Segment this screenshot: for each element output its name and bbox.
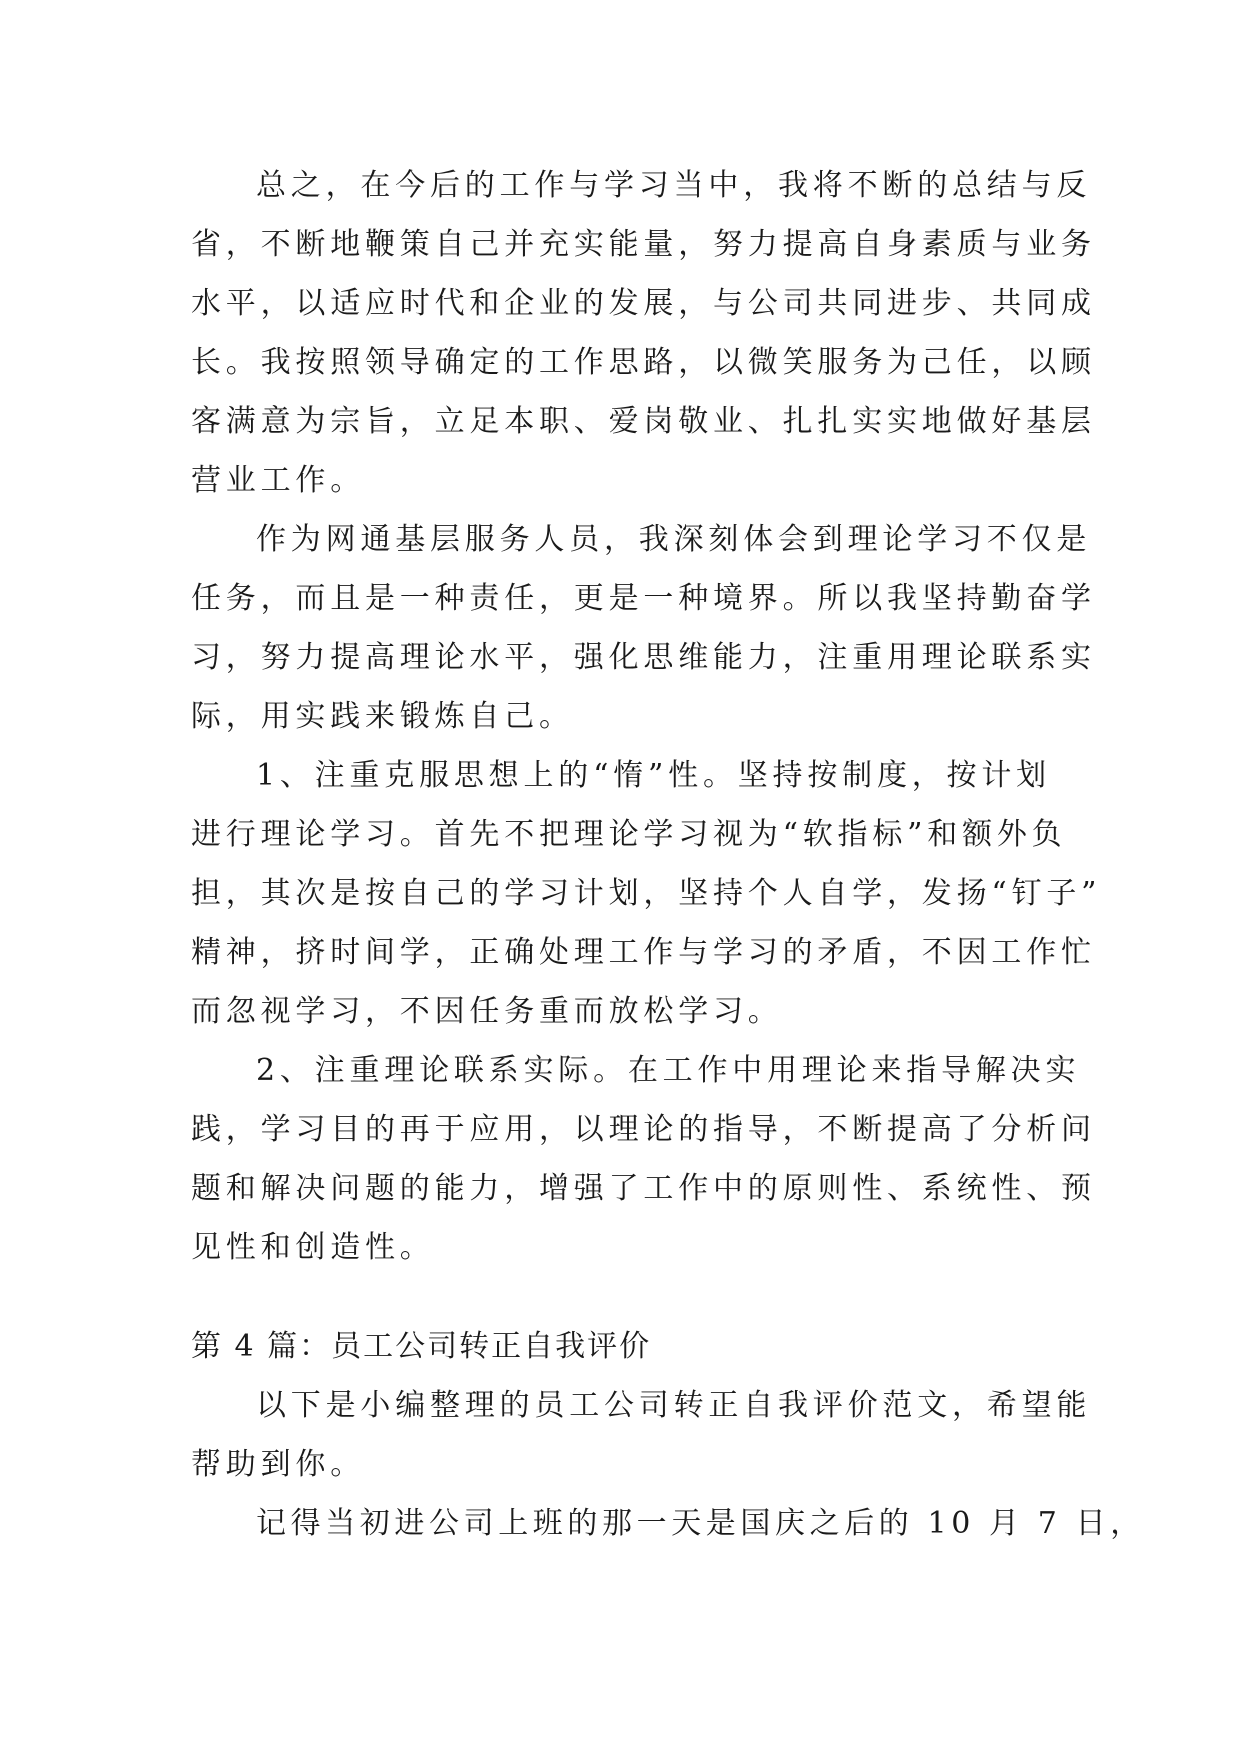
paragraph-6-line-1: 记得当初进公司上班的那一天是国庆之后的 10 月 7 日， bbox=[256, 1506, 1145, 1541]
paragraph-2-line-4: 际，用实践来锻炼自己。 bbox=[191, 699, 574, 734]
paragraph-1-line-3: 水平，以适应时代和企业的发展，与公司共同进步、共同成 bbox=[191, 286, 1096, 321]
paragraph-3-line-5: 而忽视学习，不因任务重而放松学习。 bbox=[191, 994, 783, 1029]
paragraph-5-line-1: 以下是小编整理的员工公司转正自我评价范文，希望能 bbox=[256, 1388, 1092, 1423]
paragraph-4-line-2: 践，学习目的再于应用，以理论的指导，不断提高了分析问 bbox=[191, 1112, 1096, 1147]
paragraph-2-line-2: 任务，而且是一种责任，更是一种境界。所以我坚持勤奋学 bbox=[191, 581, 1096, 616]
paragraph-4-line-1: 2、注重理论联系实际。在工作中用理论来指导解决实 bbox=[256, 1053, 1081, 1088]
paragraph-2-line-1: 作为网通基层服务人员，我深刻体会到理论学习不仅是 bbox=[256, 522, 1092, 557]
paragraph-3-line-1: 1、注重克服思想上的“惰”性。坚持按制度，按计划 bbox=[256, 758, 1051, 793]
paragraph-5-line-2: 帮助到你。 bbox=[191, 1447, 365, 1482]
paragraph-3-line-2: 进行理论学习。首先不把理论学习视为“软指标”和额外负 bbox=[191, 817, 1067, 852]
paragraph-1-line-1: 总之，在今后的工作与学习当中，我将不断的总结与反 bbox=[256, 168, 1092, 203]
paragraph-1-line-4: 长。我按照领导确定的工作思路，以微笑服务为己任，以顾 bbox=[191, 345, 1096, 380]
paragraph-1-line-2: 省，不断地鞭策自己并充实能量，努力提高自身素质与业务 bbox=[191, 227, 1096, 262]
section-heading: 第 4 篇：员工公司转正自我评价 bbox=[191, 1329, 652, 1364]
paragraph-4-line-4: 见性和创造性。 bbox=[191, 1230, 435, 1265]
paragraph-3-line-4: 精神，挤时间学，正确处理工作与学习的矛盾，不因工作忙 bbox=[191, 935, 1096, 970]
paragraph-2-line-3: 习，努力提高理论水平，强化思维能力，注重用理论联系实 bbox=[191, 640, 1096, 675]
paragraph-4-line-3: 题和解决问题的能力，增强了工作中的原则性、系统性、预 bbox=[191, 1171, 1096, 1206]
paragraph-3-line-3: 担，其次是按自己的学习计划，坚持个人自学，发扬“钉子” bbox=[191, 876, 1102, 911]
paragraph-1-line-6: 营业工作。 bbox=[191, 463, 365, 498]
paragraph-1-line-5: 客满意为宗旨，立足本职、爱岗敬业、扎扎实实地做好基层 bbox=[191, 404, 1096, 439]
